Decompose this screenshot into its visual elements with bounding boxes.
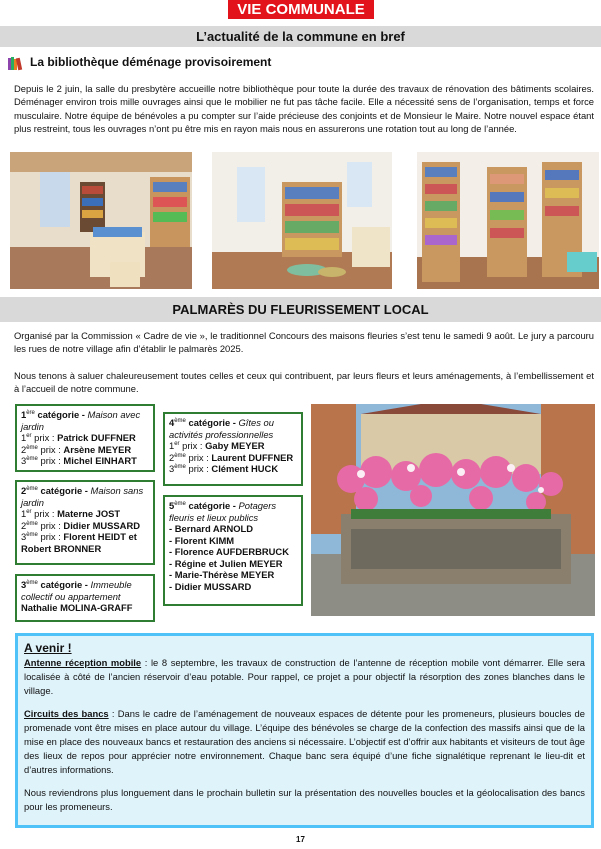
books-icon [7, 55, 23, 71]
upcoming-title: A venir ! [24, 641, 72, 655]
palmares-intro-1: Organisé par la Commission « Cadre de vie », le traditionnel Concours des maisons fleuries s’est tenu le samedi 9 août. Le jury a parcouru les rues de notre village afin d’établir le palmarès 2025. [14, 330, 594, 355]
palmares-title: PALMARÈS DU FLEURISSEMENT LOCAL [0, 297, 601, 322]
closing-paragraph: Nous reviendrons plus longuement dans le prochain bulletin sur la présentation des nouvelles boucles et la géolocalisation des bancs pour les promeneurs. [24, 787, 585, 812]
page-number: 17 [296, 835, 305, 844]
category-box-2: 2ème catégorie - Maison sans jardin 1er prix : Materne JOST 2ème prix : Didier MUSSARD 3ème prix : Florent HEIDT et Robert BRONNER [15, 480, 155, 565]
library-text: Depuis le 2 juin, la salle du presbytère accueille notre bibliothèque pour toute la durée des travaux de rénovation des bâtiments scolaires. Déménager environ trois mille ouvrages ainsi que le mobilier ne fut pas tâche facile. Elle a nécessité sens de l’organisation, temps et force musculaire. Notre équipe de bénévoles a pu compter sur l’aide précieuse des conjoints et de Monsieur le Maire. Notre nouvel espace étant plus restreint, tous les ouvrages n’ont pu être mis en rayon mais nous en assurerons une rotation tout au long de l’année. [14, 83, 594, 134]
page-subtitle: L’actualité de la commune en bref [0, 26, 601, 47]
library-photo-3 [417, 152, 599, 289]
category-box-1: 1ère catégorie - Maison avec jardin 1er prix : Patrick DUFFNER 2ème prix : Arsène MEYER 3ème prix : Michel EINHART [15, 404, 155, 472]
section-banner: VIE COMMUNALE [228, 0, 374, 19]
antenne-paragraph: Antenne réception mobile : le 8 septembre, les travaux de construction de l’antenne de réception mobile vont démarrer. Elle sera localisée à côté de l’ancien réservoir d’eau potable. Pour rappel, ce projet a pour objectif la résorption des zones blanches dans le village. [24, 657, 586, 696]
library-title: La bibliothèque déménage provisoirement [30, 55, 272, 69]
upcoming-box [15, 633, 594, 828]
library-photo-2 [212, 152, 392, 289]
bancs-paragraph: Circuits des bancs : Dans le cadre de l’aménagement de nouveaux espaces de détente pour les promeneurs, plusieurs boucles de promenade vont être mises en place autour du village. L’équipe des bénévoles se charge de la confection des massifs ainsi que de la mise en place des nouveaux bancs et restauration des anciens si nécessaire. L’objectif est d’offrir aux habitants et visiteurs de tout âge des lieux de repos pour apprécier notre environnement. Chaque banc sera équipé d’une fiche signalétique reprenant le lieu-dit et d’autres informations. [24, 708, 585, 775]
category-box-3: 3ème catégorie - Immeuble collectif ou appartement Nathalie MOLINA-GRAFF [15, 574, 155, 622]
library-photo-1 [10, 152, 192, 289]
category-box-4: 4ème catégorie - Gîtes ou activités professionnelles 1er prix : Gaby MEYER 2ème prix : Laurent DUFFNER 3ème prix : Clément HUCK [163, 412, 303, 486]
category-box-5: 5ème catégorie - Potagers fleuris et lieux publics - Bernard ARNOLD - Florent KIMM - Florence AUFDERBRUCK - Régine et Julien MEYER - Marie-Thérèse MEYER - Didier MUSSARD [163, 495, 303, 606]
flower-fountain-photo [311, 404, 595, 616]
palmares-intro-2: Nous tenons à saluer chaleureusement toutes celles et ceux qui contribuent, par leurs fleurs et leurs aménagements, à l’embellissement et à l’accueil de notre commune. [14, 370, 594, 395]
